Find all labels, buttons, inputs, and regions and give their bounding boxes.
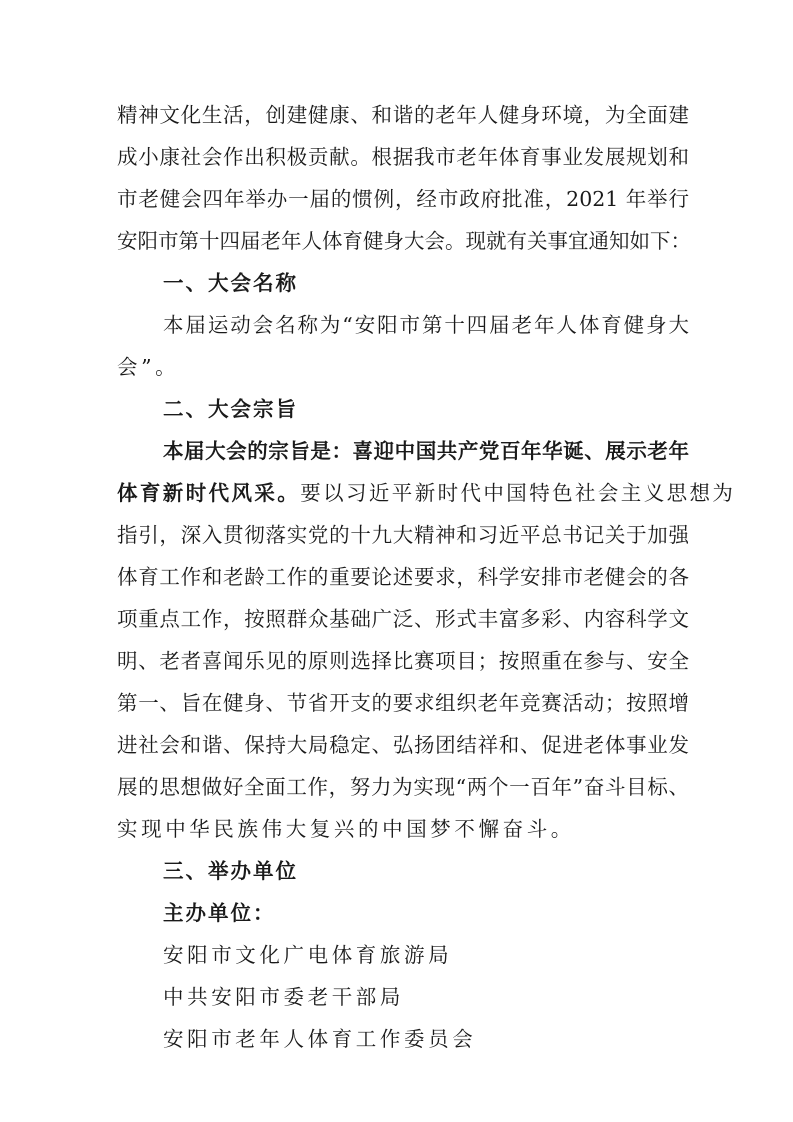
section-2-line-10: 实现中华民族伟大复兴的中国梦不懈奋斗。 (117, 817, 575, 841)
section-1-heading: 一、大会名称 (163, 271, 298, 295)
section-2-purpose-line: 本届大会的宗旨是：喜迎中国共产党百年华诞、展示老年 (163, 439, 689, 463)
intro-line-2: 成小康社会作出积极贡献。根据我市老年体育事业发展规划和 (117, 145, 689, 169)
section-2-heading: 二、大会宗旨 (163, 397, 298, 421)
section-1-line-2: 会”。 (117, 355, 180, 379)
section-2-line-5: 项重点工作，按照群众基础广泛、形式丰富多彩、内容科学文 (117, 607, 689, 631)
section-2-line-7: 第一、旨在健身、节省开支的要求组织老年竞赛活动；按照增 (117, 691, 689, 715)
section-2-line-3: 指引，深入贯彻落实党的十九大精神和习近平总书记关于加强 (117, 523, 689, 547)
intro-line-1: 精神文化生活，创建健康、和谐的老年人健身环境，为全面建 (117, 103, 689, 127)
sponsor-item: 中共安阳市委老干部局 (163, 985, 404, 1009)
section-2-line-2-rest: 要以习近平新时代中国特色社会主义思想为 (300, 481, 736, 505)
section-2-line-6: 明、老者喜闻乐见的原则选择比赛项目；按照重在参与、安全 (117, 649, 689, 673)
section-2-line-9: 展的思想做好全面工作，努力为实现“两个一百年”奋斗目标、 (117, 775, 689, 799)
section-2-line-8: 进社会和谐、保持大局稳定、弘扬团结祥和、促进老体事业发 (117, 733, 689, 757)
sponsor-item: 安阳市文化广电体育旅游局 (163, 943, 453, 967)
section-3-heading: 三、举办单位 (163, 859, 298, 883)
section-1-line-1: 本届运动会名称为“安阳市第十四届老年人体育健身大 (163, 313, 689, 337)
sponsor-item: 安阳市老年人体育工作委员会 (163, 1027, 477, 1051)
section-2-purpose-tail: 体育新时代风采。 (117, 481, 301, 505)
intro-line-4: 安阳市第十四届老年人体育健身大会。现就有关事宜通知如下： (117, 229, 691, 253)
section-2-line-2 (117, 478, 736, 508)
intro-line-3: 市老健会四年举办一届的惯例，经市政府批准，2021 年举行 (117, 187, 689, 211)
section-2-line-4: 体育工作和老龄工作的重要论述要求，科学安排市老健会的各 (117, 565, 689, 589)
sponsor-label: 主办单位： (163, 901, 276, 925)
